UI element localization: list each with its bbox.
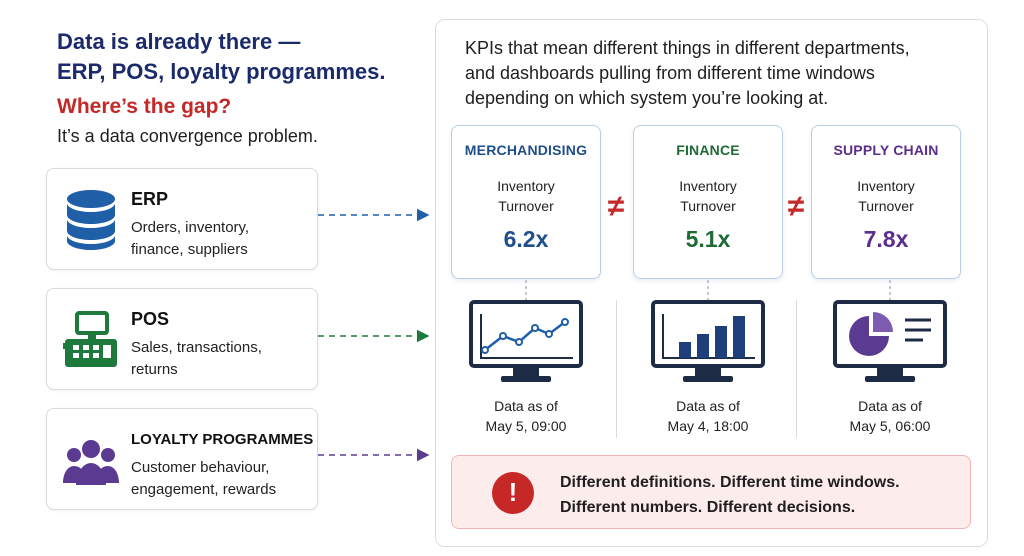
asof-label: Data as of — [858, 398, 922, 414]
kpi-metric — [452, 176, 600, 216]
alert-line-1: Different definitions. Different time windows. — [560, 474, 900, 491]
gap-answer: It’s a data convergence problem. — [57, 126, 318, 146]
people-icon — [61, 427, 121, 491]
source-desc-line: Sales, transactions, — [131, 339, 262, 356]
kpi-metric — [634, 176, 782, 216]
source-desc-loyalty — [131, 457, 276, 501]
asof-time: May 4, 18:00 — [667, 418, 749, 434]
alert-line-2: Different numbers. Different decisions. — [560, 499, 856, 516]
kpi-metric-line: Inventory — [497, 178, 555, 194]
not-equal-sign: ≠ — [607, 190, 625, 223]
source-desc-line: finance, suppliers — [131, 241, 248, 258]
source-desc-erp — [131, 217, 249, 261]
kpi-value: 6.2x — [503, 226, 549, 252]
asof-time: May 5, 06:00 — [849, 418, 931, 434]
kpi-metric-line: Inventory — [679, 178, 737, 194]
asof-label: Data as of — [494, 398, 558, 414]
cash-register-icon — [61, 307, 121, 371]
kpi-metric-line: Inventory — [857, 178, 915, 194]
monitor-bar-chart-icon — [651, 300, 765, 386]
gap-question: Where’s the gap? — [57, 95, 232, 118]
asof-label: Data as of — [676, 398, 740, 414]
source-desc-pos — [131, 337, 262, 381]
panel-intro — [465, 36, 910, 111]
kpi-card-supply-chain — [811, 125, 961, 279]
data-timestamp-finance — [638, 396, 778, 436]
source-desc-line: Customer behaviour, — [131, 459, 270, 476]
source-title-loyalty: LOYALTY PROGRAMMES — [131, 431, 314, 448]
column-divider — [796, 300, 797, 438]
source-title-erp: ERP — [131, 189, 169, 209]
alert-text — [560, 470, 900, 520]
alert-banner — [451, 455, 971, 529]
kpi-card-finance — [633, 125, 783, 279]
source-desc-line: Orders, inventory, — [131, 219, 250, 236]
kpi-value: 5.1x — [685, 226, 731, 252]
kpi-metric — [812, 176, 960, 216]
kpi-metric-line: Turnover — [498, 198, 554, 214]
intro-line-3: depending on which system you’re looking at. — [465, 88, 829, 108]
department-name: MERCHANDISING — [464, 142, 588, 158]
database-icon — [61, 187, 121, 251]
headline-line-2: ERP, POS, loyalty programmes. — [57, 59, 386, 84]
kpi-value: 7.8x — [863, 226, 909, 252]
source-desc-line: returns — [131, 361, 178, 378]
department-name: SUPPLY CHAIN — [833, 142, 939, 158]
monitor-line-chart-icon — [469, 300, 583, 386]
intro-line-2: and dashboards pulling from different time windows — [465, 63, 875, 83]
department-name: FINANCE — [676, 142, 740, 158]
asof-time: May 5, 09:00 — [485, 418, 567, 434]
source-card-erp — [46, 168, 318, 270]
exclamation-icon: ! — [492, 472, 534, 514]
monitor-pie-chart-icon — [833, 300, 947, 386]
source-card-loyalty — [46, 408, 318, 510]
data-timestamp-merchandising — [456, 396, 596, 436]
kpi-card-merchandising — [451, 125, 601, 279]
kpi-metric-line: Turnover — [858, 198, 914, 214]
column-divider — [616, 300, 617, 438]
headline-line-1: Data is already there — — [57, 29, 301, 54]
source-title-pos: POS — [131, 309, 170, 329]
intro-line-1: KPIs that mean different things in different departments, — [465, 38, 910, 58]
not-equal-sign: ≠ — [787, 190, 805, 223]
source-card-pos — [46, 288, 318, 390]
data-timestamp-supply-chain — [820, 396, 960, 436]
headline — [57, 27, 417, 87]
kpi-metric-line: Turnover — [680, 198, 736, 214]
source-desc-line: engagement, rewards — [131, 481, 277, 498]
